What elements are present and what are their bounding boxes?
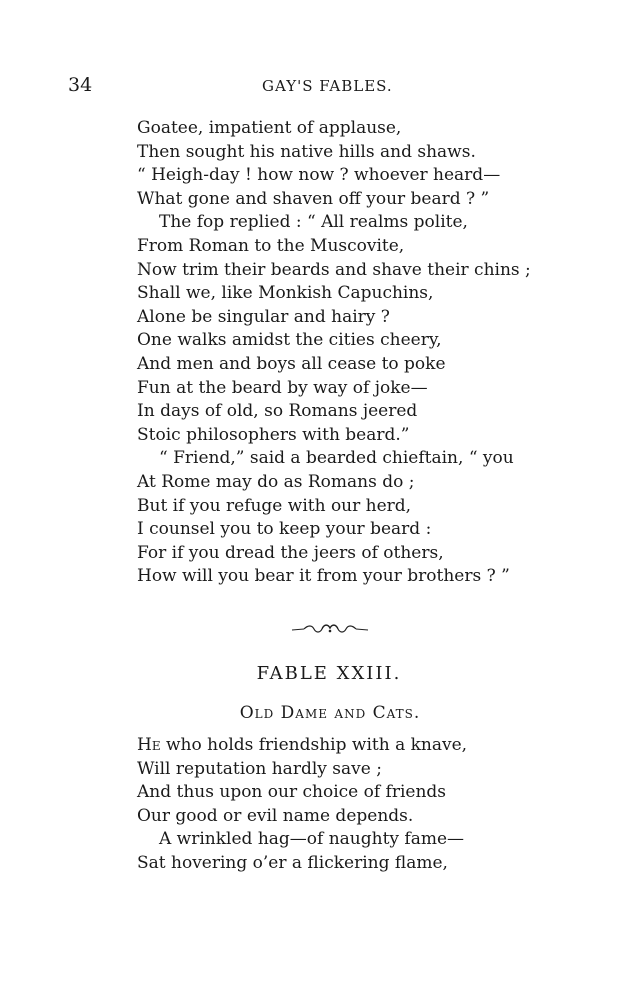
fable-title: Old Dame and Cats. [239, 703, 421, 723]
verse-block-one [137, 117, 577, 589]
verse-line: For if you dread the jeers of others, [137, 542, 444, 563]
verse-line: At Rome may do as Romans do ; [137, 471, 415, 492]
verse-line: Our good or evil name depends. [137, 805, 414, 826]
verse-line: “ Heigh-day ! how now ? whoever heard— [137, 165, 501, 186]
verse-line: But if you refuge with our herd, [137, 495, 412, 516]
verse-line: Fun at the beard by way of joke— [137, 377, 428, 398]
verse-line: From Roman to the Muscovite, [137, 235, 405, 256]
verse-line: Will reputation hardly save ; [137, 758, 382, 779]
verse-line: Now trim their beards and shave their chins ; [137, 259, 531, 280]
verse-line: And men and boys all cease to poke [137, 353, 446, 374]
verse-line: Stoic philosophers with beard.” [137, 424, 410, 445]
verse-line: One walks amidst the cities cheery, [137, 330, 442, 351]
verse-line: Alone be singular and hairy ? [137, 306, 390, 327]
drop-word: He [137, 735, 161, 755]
fable-number-heading: FABLE XXIII. [256, 663, 402, 684]
verse-line-first [137, 734, 577, 758]
verse-line: What gone and shaven off your beard ? ” [137, 188, 490, 209]
verse-line: In days of old, so Romans jeered [137, 401, 418, 422]
verse-line: A wrinkled hag—of naughty fame— [159, 829, 465, 850]
first-line-rest: who holds friendship with a knave, [160, 735, 468, 755]
verse-line: And thus upon our choice of friends [137, 782, 447, 803]
verse-line: Shall we, like Monkish Capuchins, [137, 283, 434, 304]
verse-line: Then sought his native hills and shaws. [137, 141, 476, 162]
verse-line: How will you bear it from your brothers ? ” [137, 566, 510, 587]
ornament-divider [290, 622, 370, 636]
verse-line: The fop replied : “ All realms polite, [159, 212, 468, 233]
verse-line: I counsel you to keep your beard : [137, 519, 432, 540]
verse-line: Sat hovering o’er a flickering flame, [137, 852, 448, 873]
page-number: 34 [68, 74, 93, 96]
running-head: GAY'S FABLES. [262, 77, 393, 95]
verse-line: Goatee, impatient of applause, [137, 118, 402, 138]
verse-line: “ Friend,” said a bearded chieftain, “ you [159, 448, 514, 469]
verse-block-two [137, 734, 577, 876]
